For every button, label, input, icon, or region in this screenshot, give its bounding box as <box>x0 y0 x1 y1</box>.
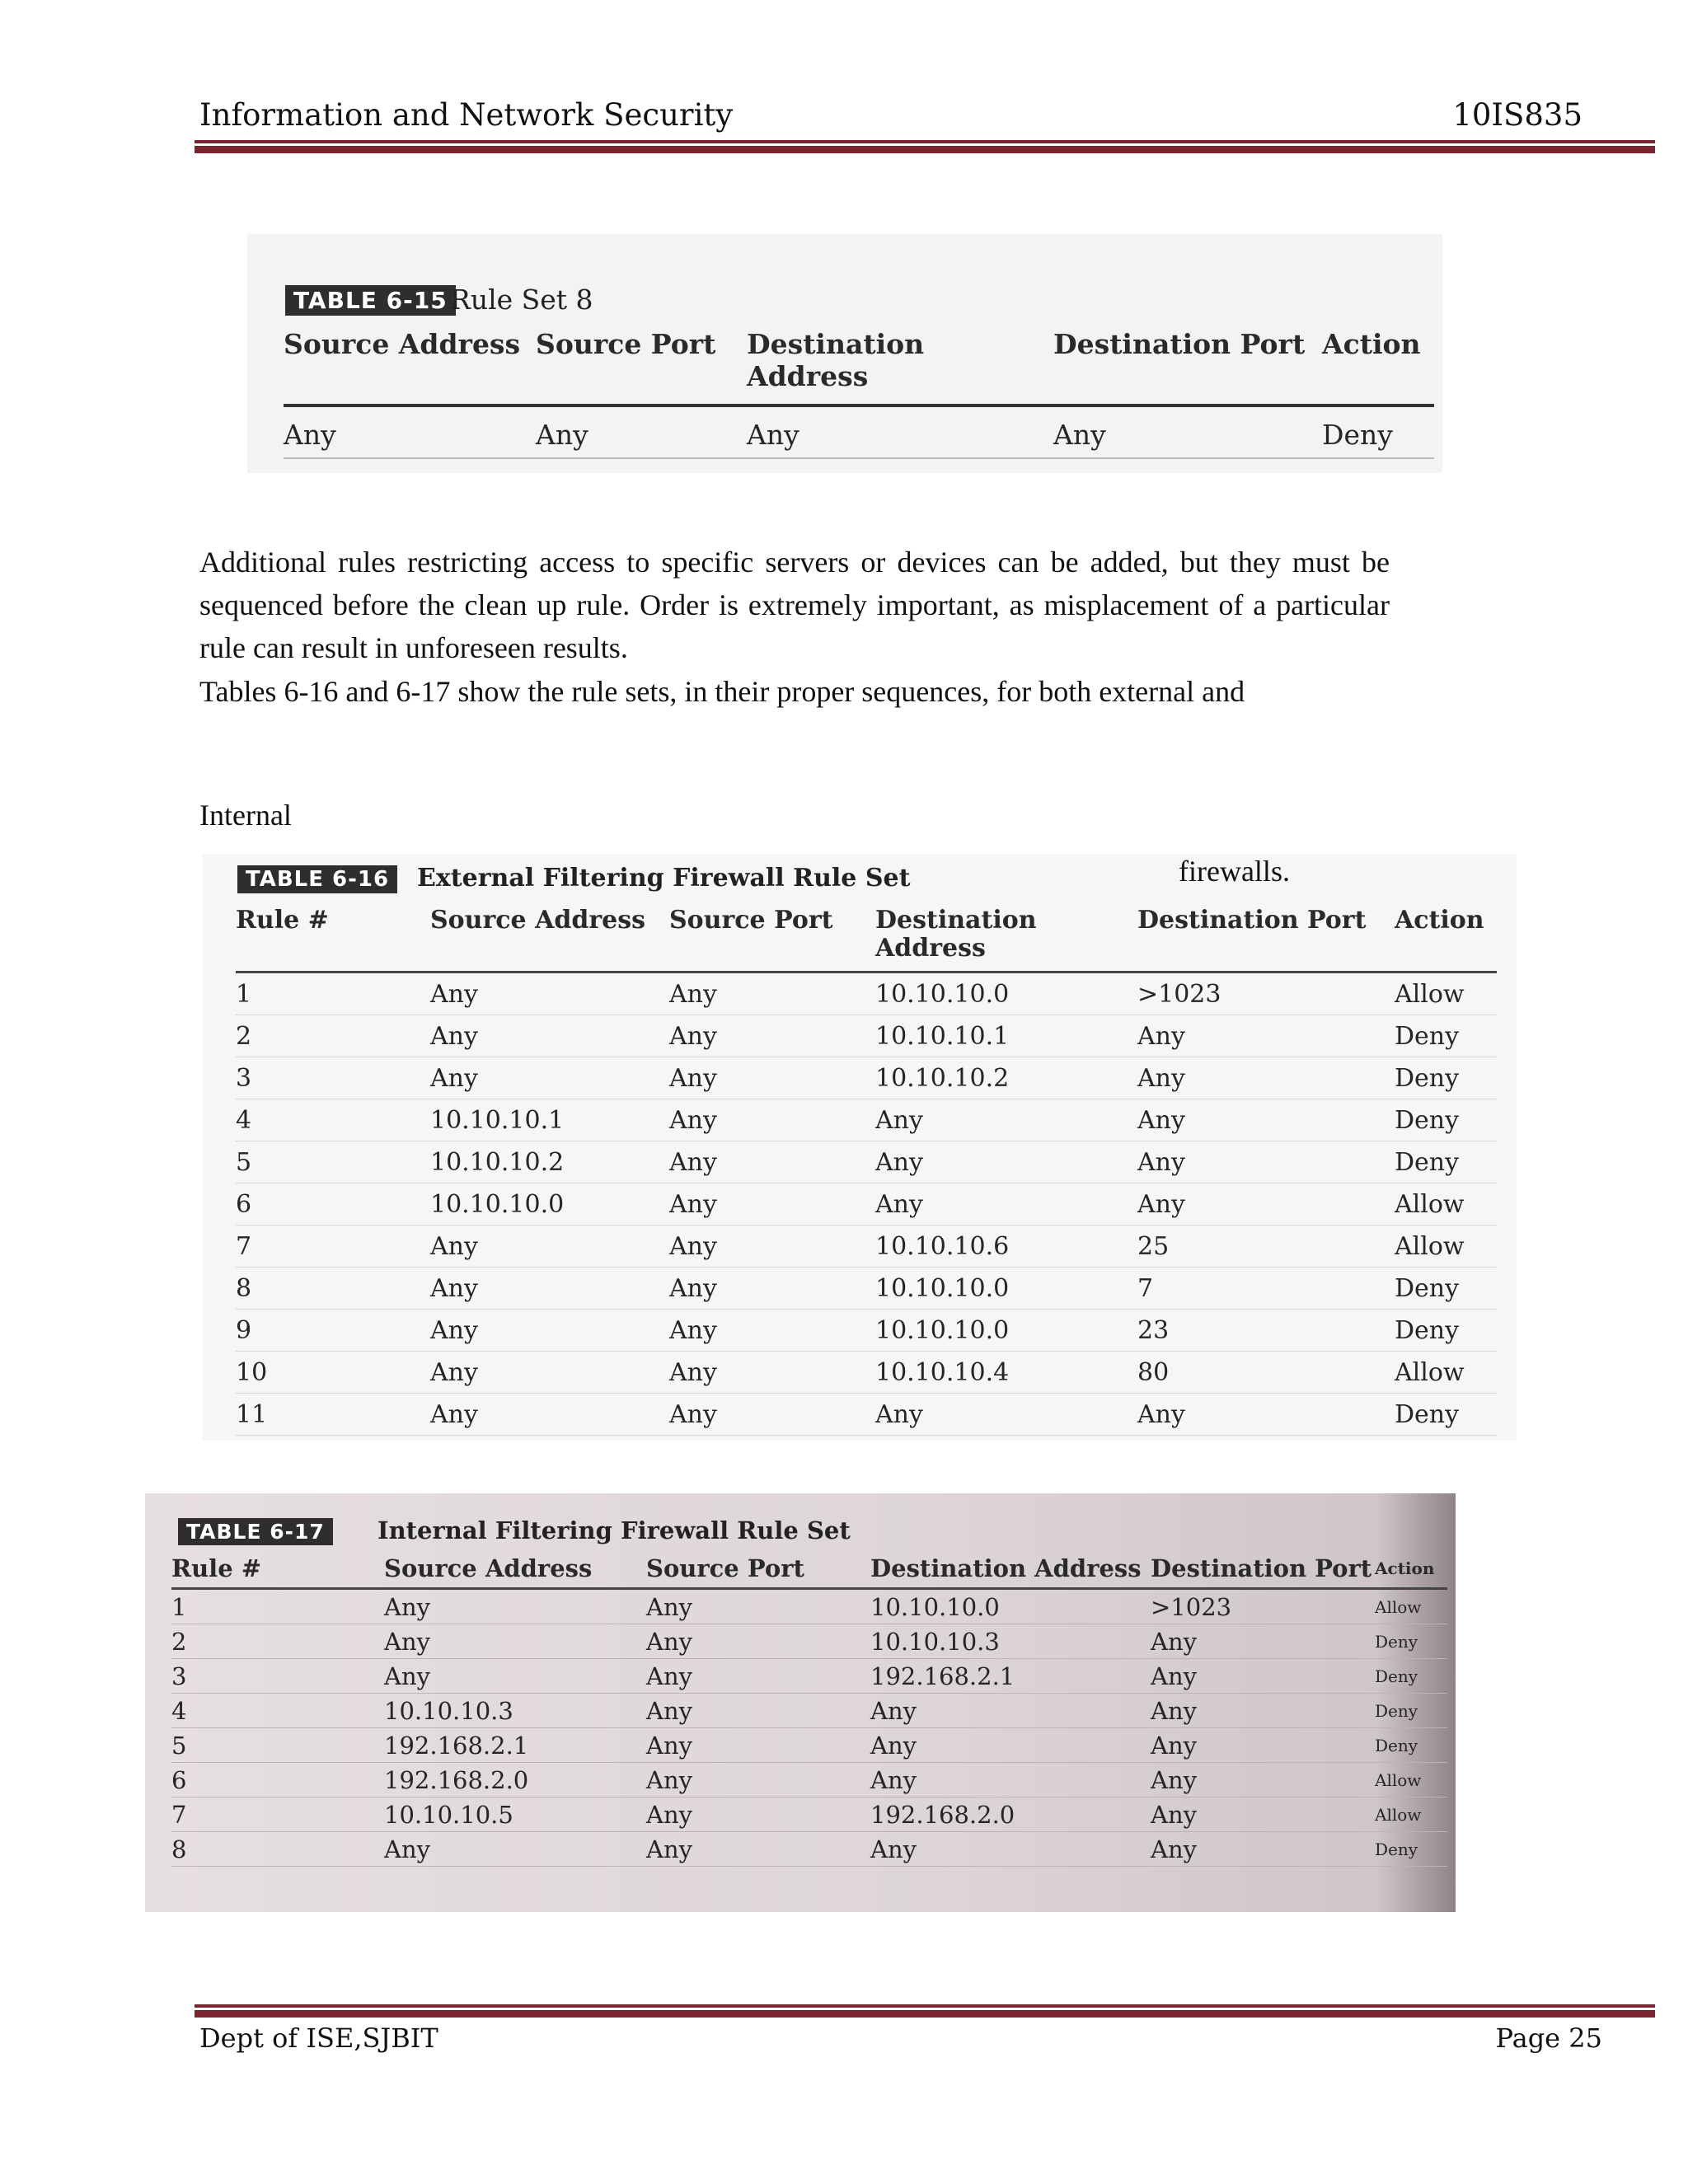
column-header: Destination Port <box>1137 905 1395 972</box>
table-cell: 1 <box>171 1589 384 1624</box>
table-row <box>236 1310 1497 1352</box>
footer-rule-thick <box>195 2010 1655 2018</box>
table-cell: Deny <box>1395 1057 1497 1099</box>
table-cell: 192.168.2.1 <box>870 1659 1151 1694</box>
table-cell: Any <box>1151 1624 1375 1659</box>
column-header: Source Port <box>646 1554 870 1589</box>
table-cell: Any <box>646 1797 870 1832</box>
table-row <box>236 1183 1497 1226</box>
table-cell: 2 <box>171 1624 384 1659</box>
table-cell: 5 <box>236 1141 430 1183</box>
table-row <box>171 1694 1447 1728</box>
table-cell: Any <box>870 1832 1151 1867</box>
table-cell: Allow <box>1375 1589 1447 1624</box>
table-cell: Any <box>1137 1183 1395 1226</box>
table-cell: Any <box>646 1763 870 1797</box>
table-cell: 4 <box>236 1099 430 1141</box>
column-header: Destination Address <box>870 1554 1151 1589</box>
table-row <box>236 1099 1497 1141</box>
table-cell: Any <box>1151 1832 1375 1867</box>
table-cell: Any <box>1137 1015 1395 1057</box>
table-row <box>284 405 1434 458</box>
table-cell: 8 <box>171 1832 384 1867</box>
table-cell: 10.10.10.1 <box>875 1015 1137 1057</box>
column-header: Source Address <box>384 1554 646 1589</box>
table-cell: Any <box>870 1763 1151 1797</box>
table-cell: Any <box>669 1057 875 1099</box>
table-cell: 10.10.10.2 <box>430 1141 669 1183</box>
table-cell: Any <box>1151 1728 1375 1763</box>
table-cell: Deny <box>1375 1694 1447 1728</box>
table-row <box>236 1394 1497 1436</box>
table-row <box>171 1659 1447 1694</box>
table-cell: 192.168.2.0 <box>870 1797 1151 1832</box>
table-cell: Deny <box>1395 1015 1497 1057</box>
table-cell: 7 <box>1137 1268 1395 1310</box>
table-cell: 10 <box>236 1352 430 1394</box>
table-cell: 6 <box>171 1763 384 1797</box>
table-cell: 10.10.10.6 <box>875 1226 1137 1268</box>
table-cell: Any <box>1151 1797 1375 1832</box>
table-cell: 80 <box>1137 1352 1395 1394</box>
column-header: Destination Address <box>747 323 1053 405</box>
footer-page-number: Page 25 <box>1495 2022 1602 2054</box>
table-cell: Any <box>646 1832 870 1867</box>
table-cell: 1 <box>236 972 430 1015</box>
table-label: TABLE 6-16 <box>237 865 397 893</box>
column-header: Action <box>1395 905 1497 972</box>
table-label: TABLE 6-15 <box>285 285 456 316</box>
column-header: Destination Port <box>1053 323 1322 405</box>
table-cell: Any <box>669 1352 875 1394</box>
table-row <box>236 1015 1497 1057</box>
table-title: Internal Filtering Firewall Rule Set <box>377 1516 851 1544</box>
table-cell: 7 <box>171 1797 384 1832</box>
table-cell: Deny <box>1375 1832 1447 1867</box>
table-cell: Any <box>875 1141 1137 1183</box>
table-cell: Any <box>384 1624 646 1659</box>
table-cell: Any <box>430 1015 669 1057</box>
rule-set-table <box>236 905 1497 1436</box>
table-cell: Allow <box>1375 1797 1447 1832</box>
table-cell: Deny <box>1375 1728 1447 1763</box>
header-rule-thick <box>195 146 1655 153</box>
table-row <box>171 1624 1447 1659</box>
header-title: Information and Network Security <box>199 97 734 133</box>
table-cell: Any <box>430 972 669 1015</box>
table-cell: Any <box>384 1589 646 1624</box>
table-cell: Deny <box>1395 1394 1497 1436</box>
column-header: Action <box>1322 323 1434 405</box>
table-cell: 10.10.10.0 <box>875 1268 1137 1310</box>
table-label: TABLE 6-17 <box>178 1518 333 1545</box>
table-cell: Any <box>1151 1659 1375 1694</box>
table-cell: 9 <box>236 1310 430 1352</box>
table-cell: Deny <box>1395 1268 1497 1310</box>
header-rule-thin <box>195 140 1655 143</box>
table-cell: Any <box>1137 1099 1395 1141</box>
table-cell: Any <box>1137 1057 1395 1099</box>
table-row <box>236 1057 1497 1099</box>
table-cell: Allow <box>1395 972 1497 1015</box>
table-cell: Any <box>430 1057 669 1099</box>
column-header: Source Address <box>284 323 536 405</box>
table-cell: Any <box>384 1659 646 1694</box>
table-cell: Any <box>669 1015 875 1057</box>
table-cell: Allow <box>1375 1763 1447 1797</box>
table-cell: 5 <box>171 1728 384 1763</box>
table-row <box>236 1141 1497 1183</box>
table-row <box>236 1352 1497 1394</box>
table-row <box>236 972 1497 1015</box>
table-cell: Any <box>284 405 536 458</box>
table-cell: Deny <box>1395 1141 1497 1183</box>
table-cell: 192.168.2.1 <box>384 1728 646 1763</box>
table-cell: Any <box>747 405 1053 458</box>
column-header: Source Address <box>430 905 669 972</box>
table-cell: 192.168.2.0 <box>384 1763 646 1797</box>
table-cell: Deny <box>1395 1099 1497 1141</box>
table-cell: Any <box>646 1728 870 1763</box>
table-cell: Any <box>669 1394 875 1436</box>
table-cell: 10.10.10.0 <box>430 1183 669 1226</box>
table-cell: 10.10.10.0 <box>875 972 1137 1015</box>
table-row <box>236 1268 1497 1310</box>
rule-set-table <box>284 323 1434 459</box>
table-cell: Any <box>430 1352 669 1394</box>
table-cell: Any <box>646 1694 870 1728</box>
table-cell: Any <box>430 1268 669 1310</box>
table-cell: Allow <box>1395 1183 1497 1226</box>
table-cell: 3 <box>236 1057 430 1099</box>
table-cell: Deny <box>1395 1310 1497 1352</box>
table-cell: Any <box>646 1589 870 1624</box>
table-cell: Any <box>1151 1694 1375 1728</box>
table-cell: 6 <box>236 1183 430 1226</box>
table-cell: Any <box>875 1394 1137 1436</box>
table-cell: Any <box>669 1141 875 1183</box>
table-row <box>171 1763 1447 1797</box>
body-paragraph: Internal <box>199 799 292 832</box>
table-cell: Any <box>669 972 875 1015</box>
table-cell: >1023 <box>1151 1589 1375 1624</box>
column-header: Rule # <box>236 905 430 972</box>
table-cell: Deny <box>1322 405 1434 458</box>
table-cell: Any <box>870 1728 1151 1763</box>
table-cell: Allow <box>1395 1352 1497 1394</box>
table-cell: Any <box>669 1310 875 1352</box>
table-cell: Any <box>536 405 747 458</box>
table-cell: 25 <box>1137 1226 1395 1268</box>
table-6-16-scan <box>203 854 1517 1441</box>
body-paragraph: Tables 6-16 and 6-17 show the rule sets, in their proper sequences, for both external and <box>199 675 1245 708</box>
table-cell: Any <box>646 1659 870 1694</box>
table-6-15-scan <box>247 234 1442 473</box>
table-cell: Any <box>875 1099 1137 1141</box>
table-cell: Any <box>669 1268 875 1310</box>
table-cell: 11 <box>236 1394 430 1436</box>
table-cell: Any <box>1053 405 1322 458</box>
table-cell: Any <box>669 1099 875 1141</box>
table-cell: Any <box>646 1624 870 1659</box>
table-row <box>171 1728 1447 1763</box>
table-cell: 10.10.10.3 <box>870 1624 1151 1659</box>
table-cell: 2 <box>236 1015 430 1057</box>
footer-rule-thin <box>195 2004 1655 2008</box>
table-row <box>171 1832 1447 1867</box>
table-cell: Deny <box>1375 1624 1447 1659</box>
table-cell: 10.10.10.5 <box>384 1797 646 1832</box>
footer-department: Dept of ISE,SJBIT <box>199 2022 438 2054</box>
table-cell: Any <box>384 1832 646 1867</box>
table-cell: 3 <box>171 1659 384 1694</box>
table-cell: 10.10.10.3 <box>384 1694 646 1728</box>
table-row <box>171 1589 1447 1624</box>
body-paragraph: Additional rules restricting access to specific servers or devices can be added, but they must be sequenced before the clean up rule. Order is extremely important, as misplacement of a particular rule can result in unforeseen results. <box>199 546 1390 664</box>
table-cell: Any <box>430 1226 669 1268</box>
table-6-17-scan <box>145 1493 1456 1912</box>
table-cell: Any <box>1151 1763 1375 1797</box>
table-cell: 10.10.10.1 <box>430 1099 669 1141</box>
table-title: External Filtering Firewall Rule Set <box>417 864 911 893</box>
table-cell: Any <box>669 1183 875 1226</box>
table-cell: Any <box>430 1394 669 1436</box>
column-header: Source Port <box>536 323 747 405</box>
table-cell: 4 <box>171 1694 384 1728</box>
table-cell: 7 <box>236 1226 430 1268</box>
table-cell: Any <box>870 1694 1151 1728</box>
column-header: Action <box>1375 1554 1447 1589</box>
table-cell: 23 <box>1137 1310 1395 1352</box>
table-cell: >1023 <box>1137 972 1395 1015</box>
column-header: Destination Port <box>1151 1554 1375 1589</box>
table-cell: Any <box>875 1183 1137 1226</box>
column-header: Source Port <box>669 905 875 972</box>
table-cell: Allow <box>1395 1226 1497 1268</box>
table-cell: Any <box>1137 1394 1395 1436</box>
table-cell: Any <box>430 1310 669 1352</box>
body-paragraph: firewalls. <box>1179 855 1290 888</box>
table-cell: 8 <box>236 1268 430 1310</box>
header-course-code: 10IS835 <box>1452 97 1582 133</box>
table-cell: 10.10.10.4 <box>875 1352 1137 1394</box>
table-row <box>171 1797 1447 1832</box>
column-header: Destination Address <box>875 905 1137 972</box>
table-cell: Any <box>1137 1141 1395 1183</box>
rule-set-table <box>171 1554 1447 1867</box>
table-cell: Any <box>669 1226 875 1268</box>
table-cell: Deny <box>1375 1659 1447 1694</box>
table-cell: 10.10.10.0 <box>875 1310 1137 1352</box>
table-cell: 10.10.10.0 <box>870 1589 1151 1624</box>
table-cell: 10.10.10.2 <box>875 1057 1137 1099</box>
table-title: Rule Set 8 <box>450 284 593 316</box>
column-header: Rule # <box>171 1554 384 1589</box>
table-row <box>236 1226 1497 1268</box>
